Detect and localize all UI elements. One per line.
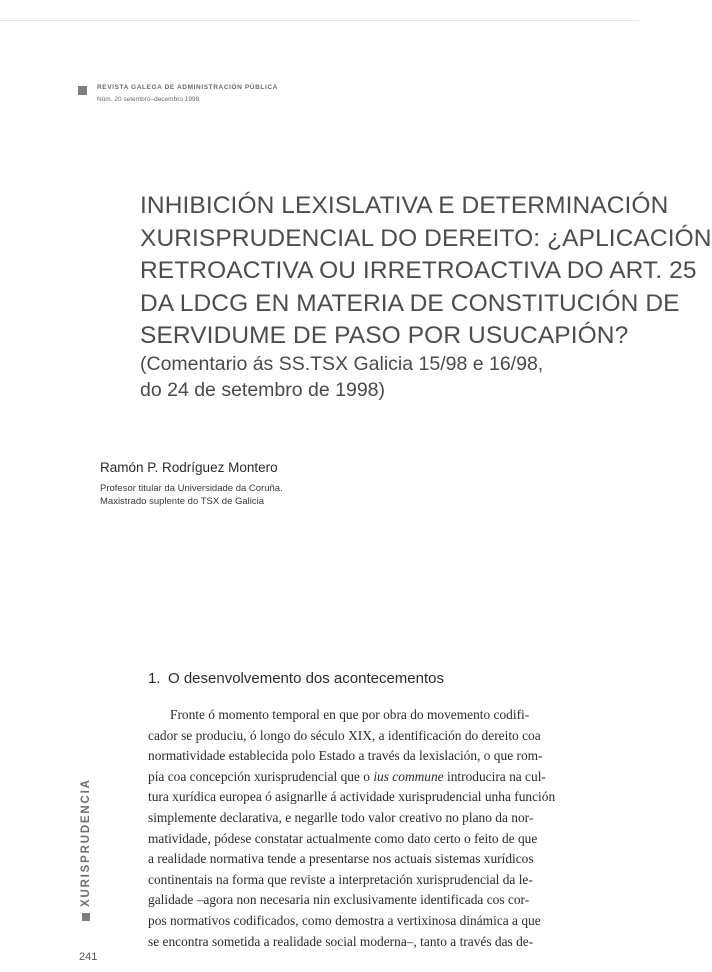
journal-name: REVISTA GALEGA DE ADMINISTRACIÓN PÚBLICA xyxy=(97,84,278,91)
title-line: XURISPRUDENCIAL DO DEREITO: ¿APLICACIÓN xyxy=(140,224,712,252)
body-line: a realidade normativa tende a presentarse nos actuais sistemas xurídicos xyxy=(148,851,534,867)
body-line: pos normativos codificados, como demostra a vertixinosa dinámica a que xyxy=(148,912,541,928)
author-name: Ramón P. Rodríguez Montero xyxy=(100,460,278,475)
article-subtitle xyxy=(140,352,620,403)
body-line xyxy=(148,767,628,788)
subtitle-line: (Comentario ás SS.TSX Galicia 15/98 e 16/98, xyxy=(140,353,544,375)
author-affiliation xyxy=(100,482,283,508)
body-text xyxy=(148,705,628,952)
journal-issue: Núm. 20 setembro–decembro 1998 xyxy=(97,96,200,103)
journal-square-icon xyxy=(78,86,87,95)
section-number: 1. xyxy=(148,670,161,687)
article-title xyxy=(140,190,712,353)
body-line: Fronte ó momento temporal en que por obra do movemento codifi- xyxy=(170,707,530,722)
body-line: galidade –agora non necesaria nin exclusivamente identificada cos cor- xyxy=(148,892,530,908)
author-block xyxy=(100,460,283,508)
section-title: O desenvolvemento dos acontecementos xyxy=(168,670,444,687)
affiliation-line: Profesor titular da Universidade da Coruña. xyxy=(100,483,283,494)
title-line: SERVIDUME DE PASO POR USUCAPIÓN? xyxy=(140,322,629,349)
body-line: se encontra sometida a realidade social moderna–, tanto a través das de- xyxy=(148,933,534,949)
subtitle-line: do 24 de setembro de 1998) xyxy=(140,378,386,401)
page-number: 241 xyxy=(79,951,98,963)
body-line: matividade, pódese constatar actualmente como dato certo o feito de que xyxy=(148,830,538,846)
title-line: INHIBICIÓN LEXISLATIVA E DETERMINACIÓN xyxy=(140,192,669,219)
body-line: tura xurídica europea ó asignarlle á actividade xurisprudencial unha función xyxy=(148,789,556,805)
title-line: DA LDCG EN MATERIA DE CONSTITUCIÓN DE xyxy=(140,289,680,317)
body-fragment: pía coa concepción xurisprudencial que o xyxy=(148,768,374,784)
top-rule xyxy=(0,20,639,21)
body-line: cador se produciu, ó longo do século XIX, a identificación do dereito coa xyxy=(148,727,541,743)
title-line: RETROACTIVA OU IRRETROACTIVA DO ART. 25 xyxy=(140,257,697,284)
section-side-label xyxy=(80,778,92,921)
section-heading xyxy=(148,670,444,687)
body-fragment: introducira na cul- xyxy=(443,768,546,784)
body-line: simplemente declarativa, e negarlle todo valor creativo no plano da nor- xyxy=(148,809,534,825)
body-line: continentais na forma que reviste a interpretación xurisprudencial da le- xyxy=(148,871,533,887)
affiliation-line: Maxistrado suplente do TSX de Galicia xyxy=(100,496,265,507)
body-line: normatividade establecida polo Estado a través da lexislación, o que rom- xyxy=(148,748,543,764)
side-square-icon xyxy=(82,913,90,921)
side-label-text: XURISPRUDENCIA xyxy=(80,778,92,907)
body-italic-term: ius commune xyxy=(373,768,444,784)
